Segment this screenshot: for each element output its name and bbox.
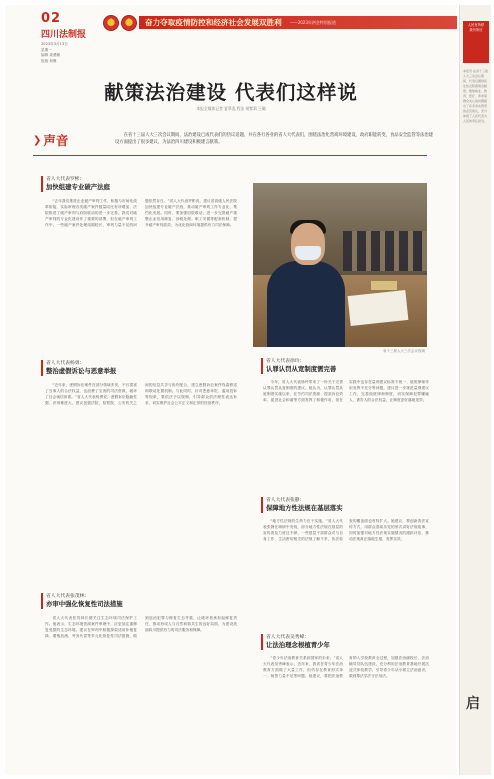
adjacent-page-char: 启 (466, 696, 480, 712)
column-label: 声音 (43, 133, 69, 148)
article-heading (261, 634, 431, 650)
article-title: 亦审中强化恢复性司法措施 (46, 600, 123, 608)
article-body: “近年来，虚假诉讼案件在部分领域多发，不仅损害了当事人的合法权益，也浪费了宝贵的司法资源，破坏了社会诚信体系。”省人大代表杨勇说，虚假诉讼隐蔽性强，识别难度大，建议加强法院、检察院、公安机关之间的信息共享与协作配合，建立虚假诉讼案件线索移送和联动处置机制。与此同时，针对恶意举报、滥用投诉等现象，要依法予以规制，引导群众依法理性表达诉求，切实维护社会公平正义和正常的经营秩序。 (45, 383, 237, 405)
article-author: 省人大代表杨勇： (46, 361, 85, 366)
issue-meta (41, 42, 101, 64)
page-number: 02 (41, 11, 62, 26)
header-banner (139, 16, 457, 29)
photo-caption: 省十三届人大三次会议现场 (383, 349, 425, 353)
photo-attendees (343, 231, 427, 271)
divider (33, 155, 427, 156)
adjacent-banner-line: 我有所应 (469, 28, 483, 32)
article-title: 认罪认罚从宽制度需完善 (266, 365, 337, 373)
article-heading (261, 497, 431, 513)
adjacent-banner-line: 人民有所呼 (467, 23, 485, 27)
article-heading (41, 593, 241, 609)
article-body: “去年我们推进企业破产审判工作，积极与市场化改革衔接，实际审理各类破产案件数量同比有所增加，法院推进了破产审判与府院联动的进一步完善。我们对破产审判的专业化建设作了重要的部署，但在破产审判工作中，一些破产案件处理周期较长，审判力量不足的问题依然存在。”省人大代表罗彬说，建议省高级人民法院加快组建专业破产法庭，推动破产审判工作专业化、集约化发展。同时，要加强府院联动，进一步完善破产重整企业信用修复、涉税处理、职工安置等配套机制，提升破产审判质效，为优化营商环境提供有力司法保障。 (45, 199, 237, 227)
article-body: “青少年法治教育关系到国家的未来。”省人大代表吴秀峰表示，近年来，我省在青少年法治教育方面做了大量工作，但仍存在教育形式单一、师资力量不足等问题。她建议，要把法治教育纳入学校教育全过程，加强法治副校长、法治辅导员队伍建设，充分利用法治教育基地开展沉浸式体验教学，引导青少年从小树立法治意识，做到尊法学法守法用法。 (263, 656, 429, 678)
banner-subtitle: ——2023年两会特别报道 (289, 19, 336, 25)
article-title: 整治虚假诉讼与恶意举报 (46, 367, 117, 375)
article-body: 今年，省人大代表徐玲带来了一份关于完善认罪认罚从宽制度的建议。她认为，认罪认罚从宽制度实施以来，在节约司法资源、提高诉讼效率、促进社会和谐等方面发挥了积极作用，但在实践中也存在量刑建议标准不统一、值班律师作用发挥不充分等问题。建议进一步规范量刑建议工作，完善值班律师制度，切实保障犯罪嫌疑人、被告人的合法权益，让制度更好落地见效。 (263, 380, 429, 402)
intro-paragraph: 在省十三届人大三次会议期间，法治建设已成代表们的热议话题，并在各行各业的省人大代表们，围绕法治化营商环境建设，政府职能转变，食品安全监管等法治建设方面提出了很多建议，为法治四川建设积极建言献策。 (115, 133, 433, 145)
photo-delegate (267, 261, 345, 347)
chevron-right-icon: ❯ (33, 134, 42, 146)
article-body: 省人大代表张茂林长期关注生态环境司法保护工作。他表示，生态环境资源案件审理中，应更加注重修复受损的生态环境。建议在审判中积极探索适用补植复绿、增殖放流、劳务代偿等多元化恢复性司法措施，做到惩治犯罪与修复生态并重，让破坏者承担起修复责任，推动形成人与自然和谐共生的良好局面，为建设美丽四川提供有力的司法服务和保障。 (45, 616, 237, 638)
article-title: 加快组建专业破产法庭 (46, 183, 110, 191)
meeting-photo (253, 183, 427, 347)
article-title: 让法治理念根植青少年 (266, 641, 330, 649)
article-body: “地方性法规的生命力在于实施。”省人大代表张静在调研中发现，部分地方性法规在基层的宣传普及力度还不够，一些基层干部群众对与自身工作、生活密切相关的法规了解不多，执法检查的覆盖面也有待扩大。她建议，要创新普法宣传方式，用群众喜闻乐见的形式讲好法规故事，同时加强对地方性法规实施情况的跟踪评估，推动法规真正落地生根、发挥实效。 (263, 519, 429, 541)
issue-date: 2023年3月13日 (41, 42, 68, 46)
headline: 献策法治建设 代表们这样说 (104, 81, 358, 104)
article-heading (261, 358, 431, 374)
newspaper-name: 四川法制报 (41, 30, 87, 40)
photo-nameplate (371, 281, 397, 290)
page-header-left (41, 11, 101, 64)
column-tag (33, 131, 68, 149)
byline: 本报全媒体记者 夏慕泓 程洁 胡紫莉 王璐 (196, 106, 266, 111)
adjacent-page-text: 本报讯 在省十三届人大三次会议期间，代表们围绕民生热点积极建言献策，聚焦就业、教育、医疗、养老等群众关心的问题提出了许多务实管用的意见建议，充分体现了人民代表为人民的责任担当。 (463, 69, 488, 123)
article-heading (41, 360, 241, 376)
issue-weekday: 星期一 (41, 47, 52, 52)
adjacent-page-banner (463, 21, 489, 63)
photo-document (348, 290, 409, 326)
article-author: 省人大代表张茂林： (46, 594, 90, 599)
newspaper-page (5, 5, 457, 775)
article-author: 省人大代表罗彬： (46, 177, 85, 182)
issue-layout: 组版 何琳 (41, 58, 57, 63)
party-emblem-icon (121, 15, 137, 31)
article-title: 保障地方性法规在基层落实 (266, 504, 343, 512)
photo-mask (295, 246, 321, 260)
adjacent-page-strip (459, 5, 491, 775)
issue-editor: 编辑 姜勇鹏 (41, 53, 61, 58)
national-emblem-icon (103, 15, 119, 31)
article-heading (41, 176, 241, 192)
banner-title: 奋力夺取疫情防控和经济社会发展双胜利 (145, 18, 282, 27)
article-author: 省人大代表吴秀峰： (266, 635, 310, 640)
article-author: 省人大代表张静： (266, 498, 305, 503)
article-author: 省人大代表徐玲： (266, 359, 305, 364)
